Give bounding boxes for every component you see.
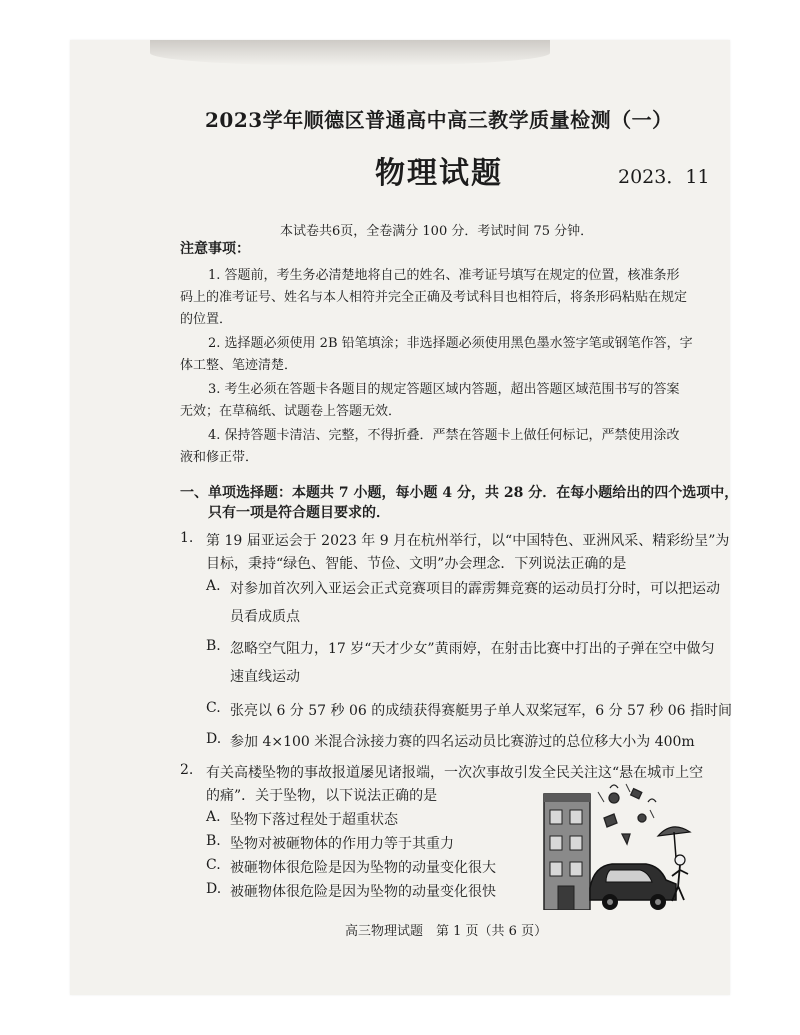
q2-option-a-line-1: 坠物下落过程处于超重状态 xyxy=(230,812,398,828)
section-heading-cont: 只有一项是符合题目要求的． xyxy=(208,505,390,521)
note-1-line-3: 的位置． xyxy=(180,312,233,327)
q1-option-b-line-2: 速直线运动 xyxy=(230,669,300,685)
q2-option-a-label: A. xyxy=(206,809,221,825)
exam-title: 2023学年顺德区普通高中高三教学质量检测（一） xyxy=(205,108,673,132)
q1-option-c-label: C. xyxy=(206,700,221,716)
building-roof xyxy=(544,794,590,802)
q2-option-d-label: D. xyxy=(206,881,222,897)
note-4-line-1: 4. 保持答题卡清洁、完整，不得折叠．严禁在答题卡上做任何标记，严禁使用涂改 xyxy=(208,428,680,443)
falling-objects xyxy=(604,785,656,844)
q2-option-d-line-1: 被砸物体很危险是因为坠物的动量变化很快 xyxy=(230,884,496,900)
q1-stem-line-2: 目标，秉持“绿色、智能、节俭、文明”办会理念．下列说法正确的是 xyxy=(206,556,627,572)
note-2-line-2: 体工整、笔迹清楚． xyxy=(180,358,298,373)
q2-number: 2. xyxy=(180,762,194,778)
note-2-line-1: 2. 选择题必须使用 2B 铅笔填涂；非选择题必须使用黑色墨水签字笔或钢笔作答，字 xyxy=(208,336,693,351)
q1-option-b-label: B. xyxy=(206,638,221,654)
q1-option-a-line-1: 对参加首次列入亚运会正式竞赛项目的霹雳舞竞赛的运动员打分时，可以把运动 xyxy=(230,581,720,597)
exam-date: 2023．11 xyxy=(618,166,710,188)
q1-option-c-line-1: 张亮以 6 分 57 秒 06 的成绩获得赛艇男子单人双桨冠军，6 分 57 秒 06 指时间 xyxy=(230,703,733,719)
note-3-line-1: 3. 考生必须在答题卡各题目的规定答题区域内答题，超出答题区域范围书写的答案 xyxy=(208,382,680,397)
notes-title: 注意事项： xyxy=(180,241,250,257)
car-shape xyxy=(590,864,676,910)
q2-option-b-label: B. xyxy=(206,833,221,849)
q1-option-b-line-1: 忽略空气阻力，17 岁“天才少女”黄雨婷，在射击比赛中打出的子弹在空中做匀 xyxy=(230,641,715,657)
subject-title: 物理试题 xyxy=(375,156,503,191)
page-footer: 高三物理试题 第 1 页（共 6 页） xyxy=(345,924,548,939)
note-1-line-2: 码上的准考证号、姓名与本人相符并完全正确及考试科目也相符后，将条形码粘贴在规定 xyxy=(180,290,688,305)
q2-stem-line-1: 有关高楼坠物的事故报道屡见诸报端，一次次事故引发全民关注这“悬在城市上空 xyxy=(206,765,704,781)
q1-option-d-line-1: 参加 4×100 米混合泳接力赛的四名运动员比赛游过的总位移大小为 400m xyxy=(230,734,695,750)
note-1-line-1: 1. 答题前，考生务必清楚地将自己的姓名、准考证号填写在规定的位置，核准条形 xyxy=(208,268,680,283)
q2-option-b-line-1: 坠物对被砸物体的作用力等于其重力 xyxy=(230,836,454,852)
q1-option-a-label: A. xyxy=(206,578,221,594)
section-heading: 一、单项选择题：本题共 7 小题，每小题 4 分，共 28 分．在每小题给出的四个选项中， xyxy=(180,485,739,501)
falling-objects-illustration xyxy=(540,780,702,910)
q2-option-c-label: C. xyxy=(206,857,221,873)
paper-fold-shadow xyxy=(150,40,550,66)
note-3-line-2: 无效；在草稿纸、试题卷上答题无效． xyxy=(180,404,402,419)
note-4-line-2: 液和修正带． xyxy=(180,450,259,465)
q1-number: 1. xyxy=(180,530,194,546)
q2-stem-line-2: 的痛”．关于坠物，以下说法正确的是 xyxy=(206,788,438,804)
q1-option-a-line-2: 员看成质点 xyxy=(230,609,300,625)
q1-option-d-label: D. xyxy=(206,731,222,747)
q2-option-c-line-1: 被砸物体很危险是因为坠物的动量变化很大 xyxy=(230,860,496,876)
q1-stem-line-1: 第 19 届亚运会于 2023 年 9 月在杭州举行，以“中国特色、亚洲风采、精彩纷呈”为 xyxy=(206,533,730,549)
exam-intro: 本试卷共6页，全卷满分 100 分．考试时间 75 分钟． xyxy=(280,224,594,239)
